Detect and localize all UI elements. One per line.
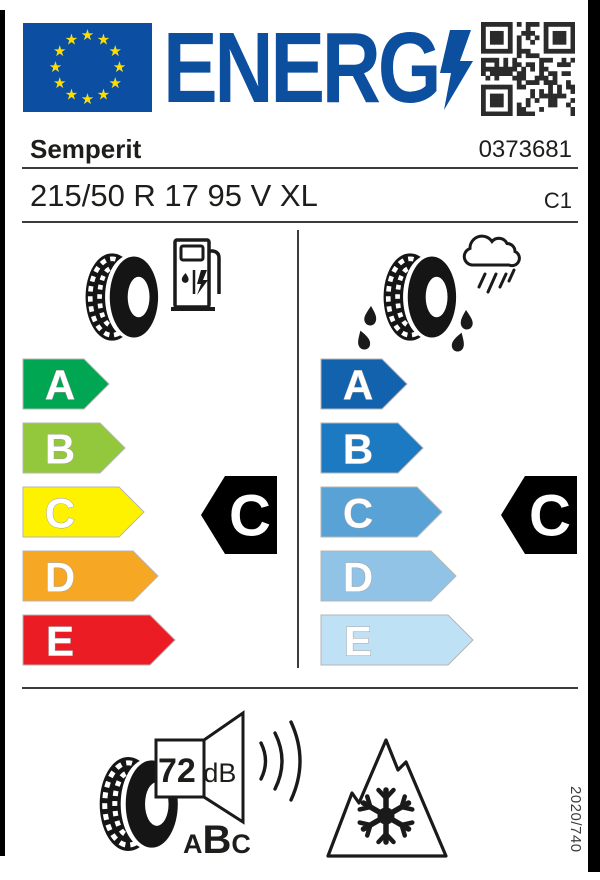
- eu-star: ★: [48, 59, 63, 76]
- svg-text:A: A: [342, 361, 374, 409]
- fuel-pump-icon: [170, 237, 222, 311]
- water-splash-icon: [363, 306, 379, 327]
- frame-left-bar: [0, 10, 5, 856]
- eu-star: ★: [64, 86, 79, 104]
- divider-line: [22, 221, 578, 223]
- svg-text:D: D: [342, 553, 374, 601]
- eu-star: ★: [112, 59, 127, 76]
- rain-cloud-icon: [458, 230, 534, 306]
- energy-logo-text: ENERG: [163, 12, 439, 124]
- svg-text:E: E: [45, 617, 75, 665]
- wet-grade-a-arrow: [320, 358, 408, 410]
- eu-star: ★: [53, 43, 67, 60]
- svg-text:B: B: [44, 425, 76, 473]
- regulation-number: 2020/740: [567, 786, 584, 853]
- eu-star: ★: [64, 31, 79, 49]
- fuel-rating-arrow: [200, 475, 278, 555]
- fuel-grade-a-arrow: [22, 358, 110, 410]
- wet-rating-arrow: [500, 475, 578, 555]
- fuel-grade-b-arrow: [22, 422, 126, 474]
- eu-star: ★: [53, 75, 67, 92]
- svg-text:B: B: [342, 425, 374, 473]
- fuel-grade-c-arrow: [22, 486, 145, 538]
- tyre-size-designation: 215/50 R 17 95 V XL: [30, 178, 318, 213]
- tyre-icon: [382, 246, 460, 348]
- frame-right-bar: [588, 0, 600, 872]
- water-splash-icon: [458, 310, 474, 331]
- eu-star: ★: [108, 43, 122, 60]
- wet-grade-c-arrow: [320, 486, 443, 538]
- svg-text:C: C: [342, 489, 374, 537]
- eu-star: ★: [80, 91, 95, 108]
- fuel-grade-d-arrow: [22, 550, 159, 602]
- tyre-icon: [84, 246, 162, 348]
- water-splash-icon: [353, 328, 375, 353]
- noise-class-b: B: [202, 818, 232, 862]
- noise-class-a: A: [183, 829, 203, 859]
- svg-text:C: C: [229, 483, 271, 549]
- snowflake-mountain-icon: [322, 735, 452, 860]
- type-identifier: 0373681: [478, 136, 572, 163]
- wet-grade-b-arrow: [320, 422, 424, 474]
- sound-waves-icon: [253, 713, 311, 809]
- eu-flag-icon: [23, 23, 152, 112]
- eu-star: ★: [108, 75, 122, 92]
- lightning-bolt-icon: [437, 30, 475, 110]
- noise-value: 72 dB: [158, 752, 237, 790]
- svg-text:A: A: [44, 361, 76, 409]
- tyre-class: C1: [543, 188, 572, 213]
- fuel-grade-e-arrow: [22, 614, 176, 666]
- wet-grade-d-arrow: [320, 550, 457, 602]
- supplier-name: Semperit: [30, 134, 142, 164]
- noise-class-scale: [183, 818, 251, 863]
- divider-line: [22, 167, 578, 169]
- svg-text:D: D: [44, 553, 76, 601]
- eu-star: ★: [80, 27, 95, 44]
- wet-grade-e-arrow: [320, 614, 474, 666]
- column-divider: [297, 230, 299, 668]
- svg-text:C: C: [529, 483, 571, 549]
- qr-code: [481, 22, 575, 116]
- eu-star: ★: [96, 86, 111, 104]
- svg-text:C: C: [44, 489, 76, 537]
- divider-line: [22, 687, 578, 689]
- eu-star: ★: [96, 31, 111, 49]
- noise-class-c: C: [231, 829, 251, 859]
- svg-text:E: E: [343, 617, 373, 665]
